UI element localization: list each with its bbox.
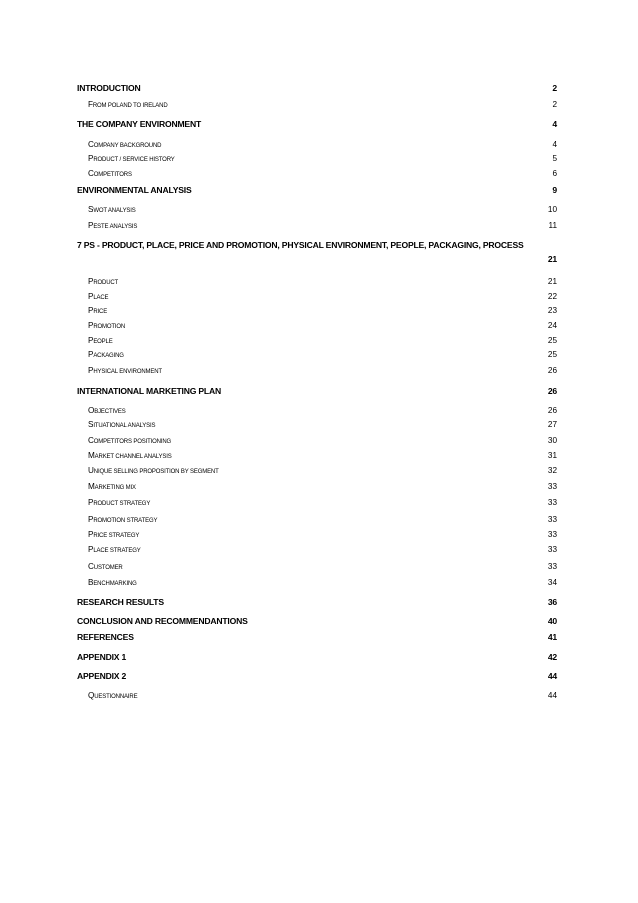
toc-entry-title: THE COMPANY ENVIRONMENT <box>77 119 201 129</box>
toc-subsection-entry[interactable] <box>77 451 557 462</box>
toc-entry-page-number: 22 <box>547 292 557 301</box>
toc-subsection-entry[interactable] <box>77 350 557 361</box>
toc-entry-page-number: 44 <box>547 691 557 700</box>
toc-entry-page-number: 33 <box>547 515 557 524</box>
toc-entry-page-number: 4 <box>552 140 557 149</box>
toc-entry-page-number: 5 <box>552 154 557 163</box>
toc-entry-title: ENVIRONMENTAL ANALYSIS <box>77 185 192 195</box>
toc-entry-page-number: 9 <box>552 185 557 195</box>
toc-entry-page-number: 21 <box>547 277 557 286</box>
toc-section-entry[interactable] <box>77 652 557 663</box>
toc-entry-title: FROM POLAND TO IRELAND <box>88 100 168 109</box>
toc-entry-title: UNIQUE SELLING PROPOSITION BY SEGMENT <box>88 466 219 475</box>
toc-section-entry[interactable] <box>77 119 557 130</box>
toc-entry-title: QUESTIONNAIRE <box>88 691 138 700</box>
toc-entry-title: APPENDIX 1 <box>77 652 127 662</box>
toc-entry-page-number: 26 <box>547 366 557 375</box>
toc-entry-title: INTERNATIONAL MARKETING PLAN <box>77 386 221 396</box>
toc-entry-page-number: 21 <box>547 254 557 264</box>
toc-entry-page-number: 2 <box>552 83 557 93</box>
toc-entry-page-number: 33 <box>547 530 557 539</box>
toc-section-entry[interactable] <box>77 185 557 196</box>
toc-section-entry[interactable] <box>77 240 557 264</box>
toc-entry-page-number: 6 <box>552 169 557 178</box>
toc-entry-page-number: 10 <box>547 205 557 214</box>
toc-entry-title: APPENDIX 2 <box>77 671 127 681</box>
toc-section-entry[interactable] <box>77 671 557 682</box>
toc-subsection-entry[interactable] <box>77 336 557 347</box>
toc-entry-title: COMPETITORS <box>88 169 132 178</box>
toc-entry-title: 7 PS - PRODUCT, PLACE, PRICE AND PROMOTION, PHYSICAL ENVIRONMENT, PEOPLE, PACKAGING, PROCESS <box>77 240 524 250</box>
toc-entry-page-number: 33 <box>547 545 557 554</box>
toc-subsection-entry[interactable] <box>77 466 557 477</box>
toc-entry-page-number: 4 <box>552 119 557 129</box>
toc-entry-title: COMPETITORS POSITIONING <box>88 436 172 445</box>
toc-subsection-entry[interactable] <box>77 530 557 541</box>
toc-entry-title: BENCHMARKING <box>88 578 137 587</box>
toc-subsection-entry[interactable] <box>77 277 557 288</box>
toc-entry-title: PROMOTION <box>88 321 126 330</box>
toc-entry-title: PROMOTION STRATEGY <box>88 515 158 524</box>
toc-subsection-entry[interactable] <box>77 140 557 151</box>
toc-entry-title: PRODUCT / SERVICE HISTORY <box>88 154 175 163</box>
toc-subsection-entry[interactable] <box>77 406 557 417</box>
toc-subsection-entry[interactable] <box>77 205 557 216</box>
toc-subsection-entry[interactable] <box>77 292 557 303</box>
toc-subsection-entry[interactable] <box>77 154 557 165</box>
toc-subsection-entry[interactable] <box>77 306 557 317</box>
toc-entry-title: CUSTOMER <box>88 562 123 571</box>
toc-subsection-entry[interactable] <box>77 169 557 180</box>
toc-entry-page-number: 41 <box>547 632 557 642</box>
toc-entry-page-number: 32 <box>547 466 557 475</box>
toc-entry-title: PESTE ANALYSIS <box>88 221 138 230</box>
toc-entry-title: INTRODUCTION <box>77 83 141 93</box>
toc-entry-page-number: 44 <box>547 671 557 681</box>
toc-entry-page-number: 2 <box>552 100 557 109</box>
toc-entry-title: SITUATIONAL ANALYSIS <box>88 420 156 429</box>
toc-subsection-entry[interactable] <box>77 578 557 589</box>
toc-entry-title: PEOPLE <box>88 336 113 345</box>
toc-subsection-entry[interactable] <box>77 436 557 447</box>
toc-entry-title: RESEARCH RESULTS <box>77 597 164 607</box>
toc-entry-page-number: 26 <box>547 386 557 396</box>
toc-entry-page-number: 33 <box>547 498 557 507</box>
toc-entry-title: PRODUCT STRATEGY <box>88 498 151 507</box>
toc-entry-page-number: 11 <box>548 221 557 230</box>
toc-entry-title: REFERENCES <box>77 632 134 642</box>
toc-entry-title: MARKETING MIX <box>88 482 136 491</box>
toc-section-entry[interactable] <box>77 616 557 627</box>
toc-entry-page-number: 26 <box>547 406 557 415</box>
toc-entry-title: PHYSICAL ENVIRONMENT <box>88 366 162 375</box>
toc-subsection-entry[interactable] <box>77 321 557 332</box>
toc-subsection-entry[interactable] <box>77 420 557 431</box>
toc-entry-title: COMPANY BACKGROUND <box>88 140 162 149</box>
toc-subsection-entry[interactable] <box>77 482 557 493</box>
toc-entry-title: PLACE <box>88 292 109 301</box>
toc-entry-page-number: 33 <box>547 482 557 491</box>
toc-entry-title: PLACE STRATEGY <box>88 545 141 554</box>
toc-entry-page-number: 40 <box>547 616 557 626</box>
toc-entry-title: PRODUCT <box>88 277 119 286</box>
toc-subsection-entry[interactable] <box>77 498 557 509</box>
toc-entry-title: PACKAGING <box>88 350 124 359</box>
toc-subsection-entry[interactable] <box>77 562 557 573</box>
toc-entry-title: CONCLUSION AND RECOMMENDANTIONS <box>77 616 248 626</box>
toc-entry-page-number: 23 <box>547 306 557 315</box>
toc-entry-page-number: 42 <box>547 652 557 662</box>
toc-entry-page-number: 36 <box>547 597 557 607</box>
toc-subsection-entry[interactable] <box>77 221 557 232</box>
toc-entry-page-number: 34 <box>547 578 557 587</box>
toc-entry-title: PRICE <box>88 306 108 315</box>
toc-subsection-entry[interactable] <box>77 691 557 702</box>
toc-entry-page-number: 25 <box>547 336 557 345</box>
toc-subsection-entry[interactable] <box>77 100 557 111</box>
toc-section-entry[interactable] <box>77 597 557 608</box>
toc-section-entry[interactable] <box>77 83 557 94</box>
toc-entry-page-number: 33 <box>547 562 557 571</box>
toc-section-entry[interactable] <box>77 386 557 397</box>
toc-entry-title: PRICE STRATEGY <box>88 530 140 539</box>
toc-subsection-entry[interactable] <box>77 545 557 556</box>
toc-subsection-entry[interactable] <box>77 515 557 526</box>
toc-entry-page-number: 25 <box>547 350 557 359</box>
toc-entry-title: SWOT ANALYSIS <box>88 205 136 214</box>
toc-subsection-entry[interactable] <box>77 366 557 377</box>
toc-entry-page-number: 24 <box>547 321 557 330</box>
toc-entry-title: OBJECTIVES <box>88 406 126 415</box>
toc-entry-page-number: 30 <box>547 436 557 445</box>
toc-entry-title: MARKET CHANNEL ANALYSIS <box>88 451 172 460</box>
toc-section-entry[interactable] <box>77 632 557 643</box>
toc-entry-page-number: 31 <box>547 451 557 460</box>
toc-entry-page-number: 27 <box>547 420 557 429</box>
